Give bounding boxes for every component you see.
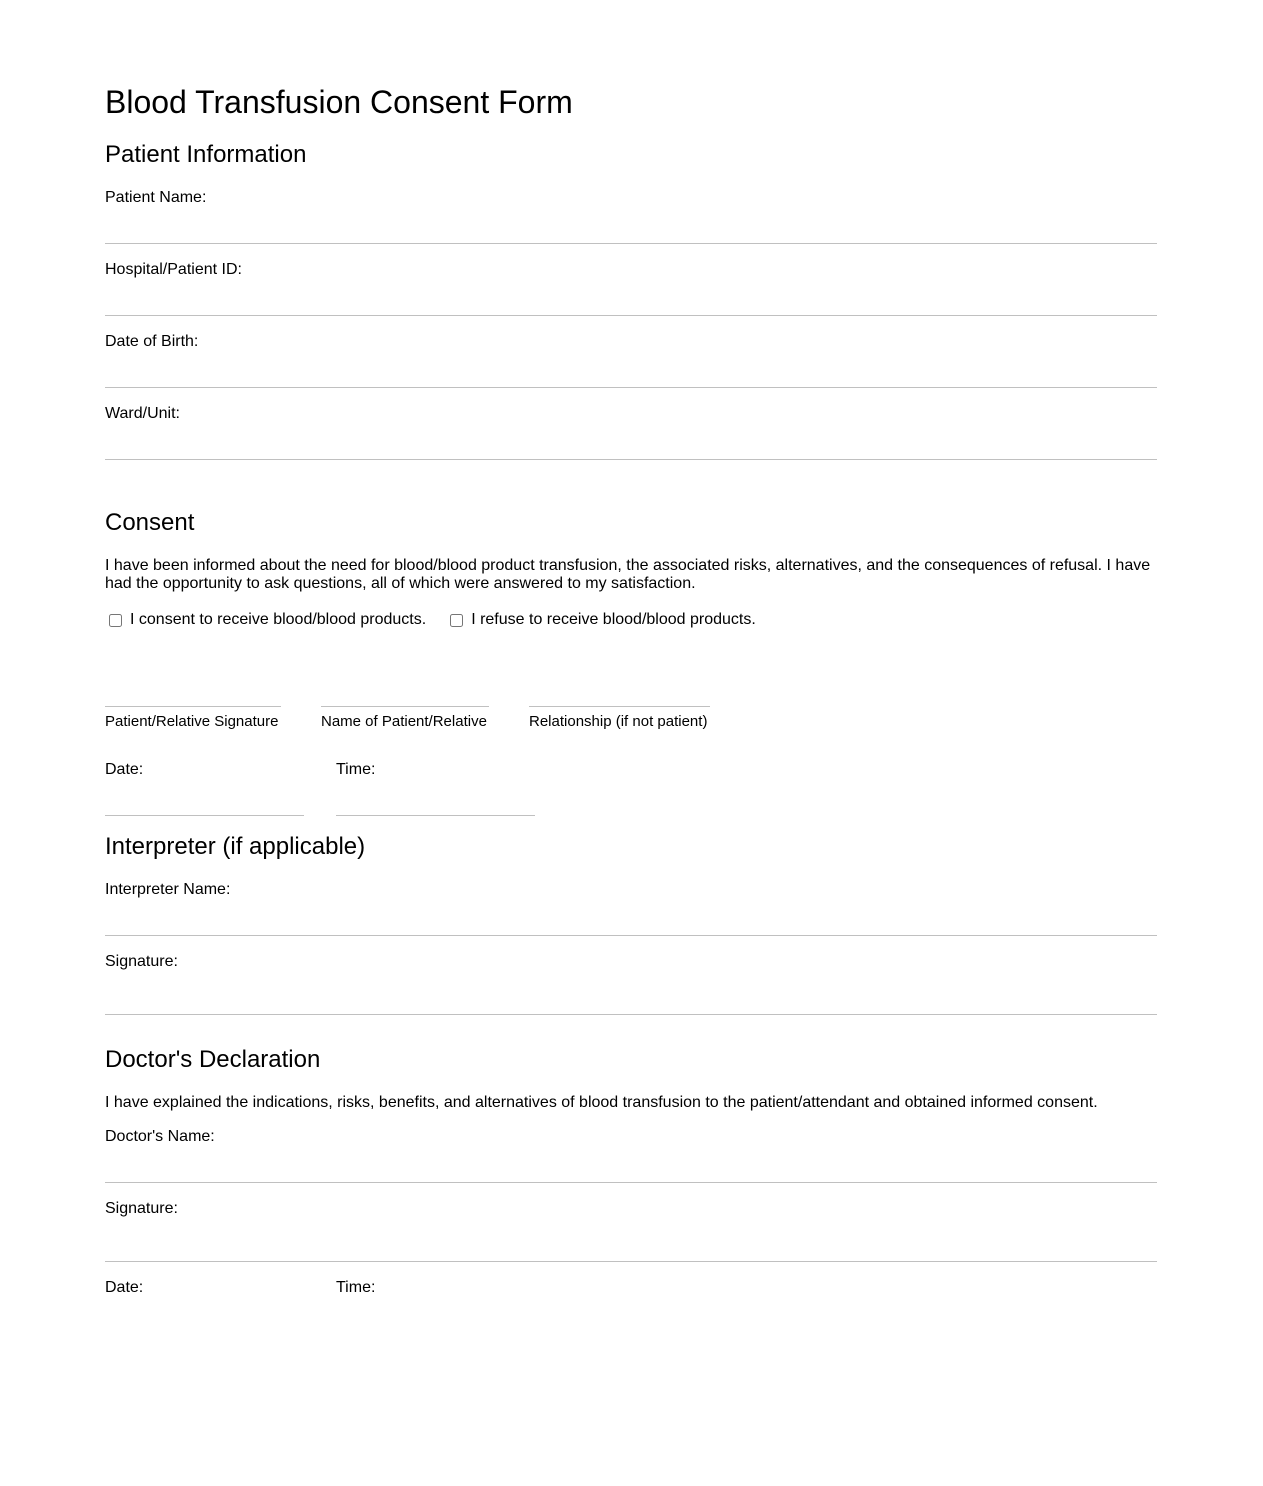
consent-time-input[interactable] (336, 815, 535, 816)
relationship-field[interactable] (529, 706, 710, 731)
patient-name-input[interactable] (105, 243, 1157, 244)
interpreter-name-input[interactable] (105, 935, 1157, 936)
refuse-checkbox[interactable] (450, 614, 463, 627)
section-heading-consent: Consent (105, 509, 195, 536)
patient-id-label: Hospital/Patient ID: (105, 261, 242, 278)
consent-option-label: I consent to receive blood/blood products. (130, 611, 427, 628)
section-heading-doctor-declaration: Doctor's Declaration (105, 1046, 321, 1073)
interpreter-name-label: Interpreter Name: (105, 881, 231, 898)
ward-unit-input[interactable] (105, 459, 1157, 460)
refuse-option[interactable] (446, 611, 756, 629)
patient-id-input[interactable] (105, 315, 1157, 316)
section-heading-patient-information: Patient Information (105, 141, 307, 168)
doctor-signature-input[interactable] (105, 1261, 1157, 1262)
date-of-birth-input[interactable] (105, 387, 1157, 388)
page-title: Blood Transfusion Consent Form (105, 84, 573, 120)
patient-relative-signature-field[interactable] (105, 706, 281, 731)
name-of-patient-relative-field[interactable] (321, 706, 489, 731)
consent-option[interactable] (105, 611, 426, 629)
section-heading-interpreter: Interpreter (if applicable) (105, 833, 366, 860)
patient-name-label: Patient Name: (105, 189, 207, 206)
consent-time-label: Time: (336, 761, 376, 778)
consent-date-label: Date: (105, 761, 144, 778)
name-of-patient-relative-label: Name of Patient/Relative (321, 713, 487, 730)
doctor-statement: I have explained the indications, risks, benefits, and alternatives of blood transfusion to the patient/attendant and obtained informed consent. (105, 1094, 1098, 1111)
patient-relative-signature-label: Patient/Relative Signature (105, 713, 279, 730)
doctor-name-input[interactable] (105, 1182, 1157, 1183)
ward-unit-label: Ward/Unit: (105, 405, 180, 422)
doctor-date-label: Date: (105, 1279, 144, 1296)
consent-statement: I have been informed about the need for blood/blood product transfusion, the associated risks, alternatives, and the consequences of refusal. I have had the opportunity to ask questions, all of which were answered to my satisfaction. (105, 557, 1151, 592)
interpreter-signature-label: Signature: (105, 953, 178, 970)
doctor-signature-label: Signature: (105, 1200, 178, 1217)
relationship-label: Relationship (if not patient) (529, 713, 708, 730)
consent-checkbox[interactable] (109, 614, 122, 627)
interpreter-signature-input[interactable] (105, 1014, 1157, 1015)
doctor-time-label: Time: (336, 1279, 376, 1296)
date-of-birth-label: Date of Birth: (105, 333, 199, 350)
consent-options (105, 611, 776, 629)
doctor-name-label: Doctor's Name: (105, 1128, 215, 1145)
consent-date-input[interactable] (105, 815, 304, 816)
refuse-option-label: I refuse to receive blood/blood products. (471, 611, 756, 628)
